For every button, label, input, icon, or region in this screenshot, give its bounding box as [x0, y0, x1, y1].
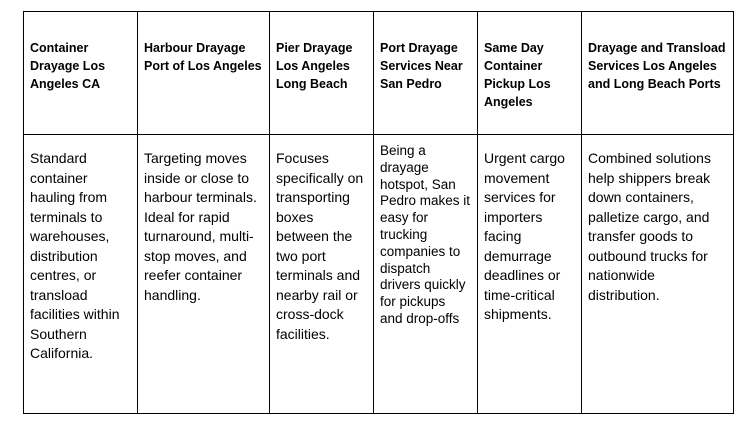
- header-cell-4: [374, 12, 478, 135]
- content-text: Targeting moves inside or close to harbour terminals. Ideal for rapid turnaround, multi-stop moves, and reefer container handling.: [144, 150, 257, 303]
- content-row: [24, 135, 734, 414]
- content-cell-2: [138, 135, 270, 414]
- content-text: Urgent cargo movement services for importers facing demurrage deadlines or time-critical shipments.: [484, 150, 565, 322]
- content-cell-4: [374, 135, 478, 414]
- header-cell-1: [24, 12, 138, 135]
- header-row: [24, 12, 734, 135]
- content-cell-5: [478, 135, 582, 414]
- content-cell-1: [24, 135, 138, 414]
- content-cell-6: [582, 135, 734, 414]
- header-text: Pier Drayage Los Angeles Long Beach: [276, 41, 353, 91]
- services-table: [23, 11, 734, 414]
- header-cell-5: [478, 12, 582, 135]
- content-text: Standard container hauling from terminals to warehouses, distribution centres, or transload facilities within Southern California.: [30, 150, 120, 361]
- content-text: Combined solutions help shippers break down containers, palletize cargo, and transfer goods to outbound trucks for nationwide distribution.: [588, 150, 711, 303]
- header-text: Drayage and Transload Services Los Angeles and Long Beach Ports: [588, 41, 726, 91]
- content-text: Being a drayage hotspot, San Pedro makes it easy for trucking companies to dispatch drivers quickly for pickups and drop-offs: [380, 143, 471, 326]
- header-cell-6: [582, 12, 734, 135]
- content-cell-3: [270, 135, 374, 414]
- header-text: Port Drayage Services Near San Pedro: [380, 41, 463, 91]
- header-cell-3: [270, 12, 374, 135]
- header-text: Same Day Container Pickup Los Angeles: [484, 41, 551, 109]
- header-text: Harbour Drayage Port of Los Angeles: [144, 41, 262, 73]
- content-text: Focuses specifically on transporting boxes between the two port terminals and nearby rail or cross-dock facilities.: [276, 150, 364, 342]
- header-text: Container Drayage Los Angeles CA: [30, 41, 106, 91]
- header-cell-2: [138, 12, 270, 135]
